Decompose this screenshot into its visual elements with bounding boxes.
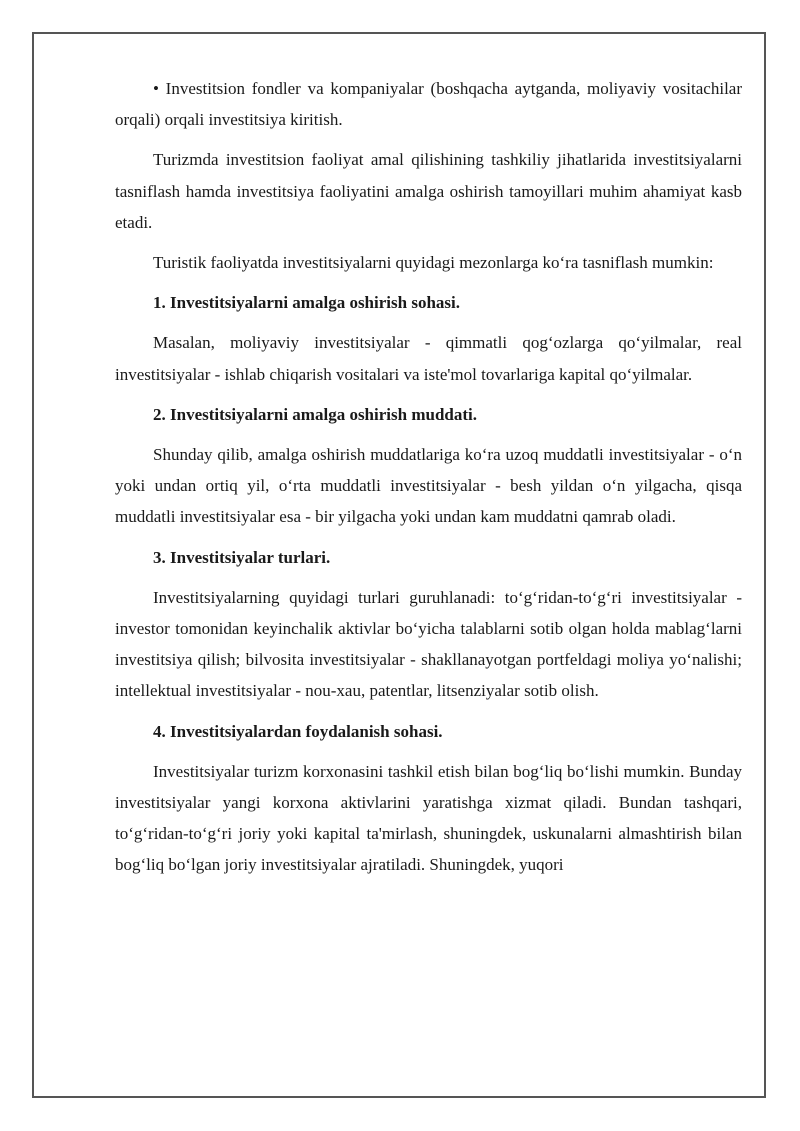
section-heading: 1. Investitsiyalarni amalga oshirish sohasi. xyxy=(153,293,460,313)
paragraph: Investitsiyalarning quyidagi turlari guruhlanadi: to‘g‘ridan-to‘g‘ri investitsiyalar - investor tomonidan keyinchalik aktivlar bo‘yicha talablarni sotib olgan holda mablag‘larni investitsiya qilish; bilvosita investitsiyalar - shakllanayotgan portfeldagi moliya yo‘nalishi; intellektual investitsiyalar - nou-xau, patentlar, litsenziyalar sotib olish. xyxy=(115,587,742,701)
section-heading: 2. Investitsiyalarni amalga oshirish muddati. xyxy=(153,404,477,424)
section-heading: 3. Investitsiyalar turlari. xyxy=(153,547,331,567)
document-body xyxy=(115,73,742,881)
bullet-paragraph: • Investitsion fondler va kompaniyalar (boshqacha aytganda, moliyaviy vositachilar orqali) orqali investitsiya kiritish. xyxy=(115,79,742,130)
paragraph: Turistik faoliyatda investitsiyalarni quyidagi mezonlarga ko‘ra tasniflash mumkin: xyxy=(153,253,714,273)
section-heading: 4. Investitsiyalardan foydalanish sohasi. xyxy=(153,721,443,741)
paragraph: Investitsiyalar turizm korxonasini tashkil etish bilan bog‘liq bo‘lishi mumkin. Bunday investitsiyalar yangi korxona aktivlarini yaratishga xizmat qiladi. Bundan tashqari, to‘g‘ridan-to‘g‘ri joriy yoki kapital ta'mirlash, shuningdek, uskunalarni almashtirish bilan bog‘liq bo‘lgan joriy investitsiyalar ajratiladi. Shuningdek, yuqori xyxy=(115,761,742,875)
paragraph: Turizmda investitsion faoliyat amal qilishining tashkiliy jihatlarida investitsiyalarni tasniflash hamda investitsiya faoliyatini amalga oshirish tamoyillari muhim ahamiyat kasb etadi. xyxy=(115,150,742,232)
paragraph: Shunday qilib, amalga oshirish muddatlariga ko‘ra uzoq muddatli investitsiyalar - o‘n yoki undan ortiq yil, o‘rta muddatli investitsiyalar - besh yildan o‘n yilgacha, qisqa muddatli investitsiyalar esa - bir yilgacha yoki undan kam muddatni qamrab oladi. xyxy=(115,445,742,527)
paragraph: Masalan, moliyaviy investitsiyalar - qimmatli qog‘ozlarga qo‘yilmalar, real investitsiyalar - ishlab chiqarish vositalari va iste'mol tovarlariga kapital qo‘yilmalar. xyxy=(115,333,742,384)
